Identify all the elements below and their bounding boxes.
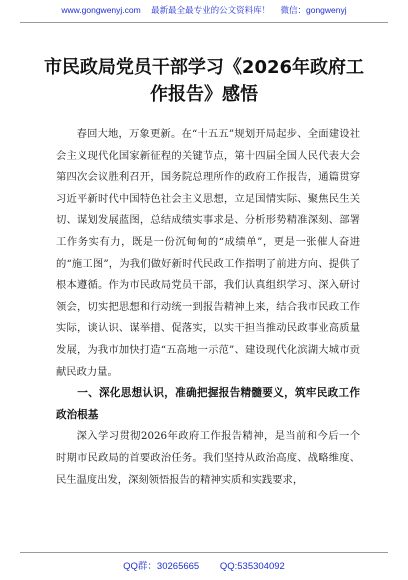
- footer-divider: [20, 552, 388, 553]
- section-1-paragraph: 深入学习贯彻2026年政府工作报告精神，是当前和今后一个时期市民政局的首要政治任务。我们坚持从政治高度、战略维度、民生温度出发，深刻领悟报告的精神实质和实践要求，: [56, 430, 360, 486]
- header-divider: [20, 22, 388, 23]
- site-header: [0, 0, 408, 24]
- header-wechat: 微信：gongwenyj: [280, 5, 347, 15]
- intro-paragraph: 春回大地，万象更新。在“十五五”规划开局起步、全面建设社会主义现代化国家新征程的关键节点，第十四届全国人民代表大会第四次会议胜利召开，国务院总理所作的政府工作报告，通篇贯穿习近平新时代中国特色社会主义思想，立足国情实际、聚焦民生关切、谋划发展蓝图，总结成绩实事求是、分析形势精准深刻、部署工作务实有力，既是一份沉甸甸的“成绩单”，更是一张催人奋进的“施工图”，为我们做好新时代民政工作指明了前进方向、提供了根本遵循。作为市民政局党员干部，我们认真组织学习、深入研讨领会，切实把思想和行动统一到报告精神上来，结合我市民政工作实际，谈认识、谋举措、促落实，以实干担当推动民政事业高质量发展，为我市加快打造“五高地一示范”、建设现代化滨湖大城市贡献民政力量。: [56, 128, 360, 378]
- document-body: [56, 124, 360, 491]
- document-title: 市民政局党员干部学习《2026年政府工作报告》感悟: [43, 57, 365, 105]
- footer-qq-group[interactable]: QQ群：30265665: [123, 561, 200, 572]
- footer-qq-contact[interactable]: QQ:535304092: [219, 561, 285, 572]
- site-footer: [0, 558, 408, 580]
- section-1-heading: 一、深化思想认识，准确把握报告精髓要义，筑牢民政工作政治根基: [56, 387, 360, 421]
- header-website-link[interactable]: www.gongwenyj.com: [61, 5, 141, 15]
- header-slogan: 最新最全最专业的公文资料库！: [151, 5, 271, 15]
